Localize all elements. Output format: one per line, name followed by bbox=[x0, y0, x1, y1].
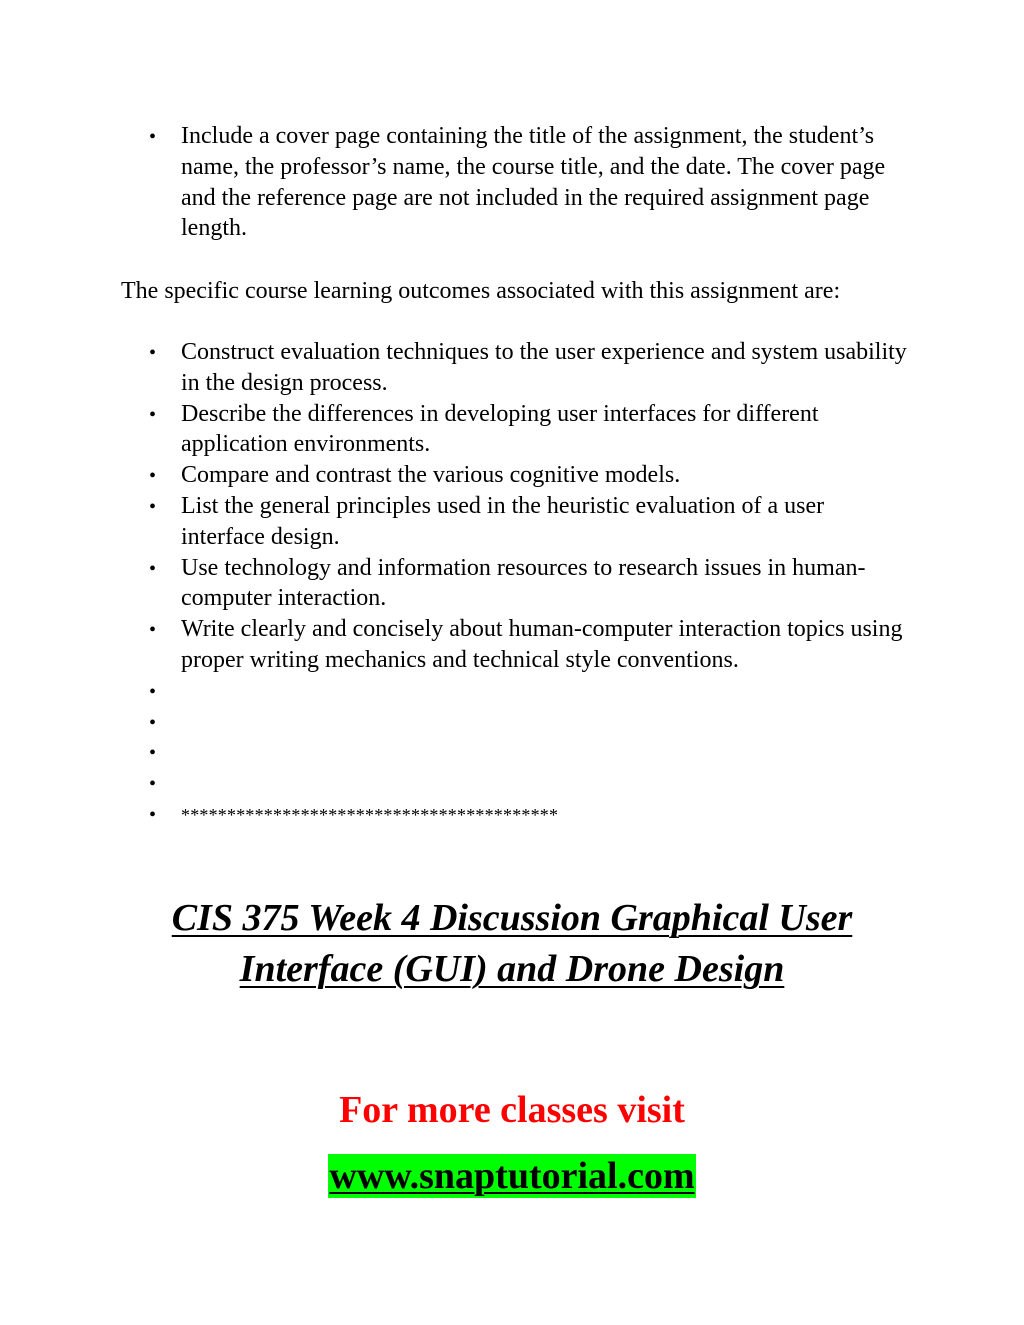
asterisk-separator: ***************************************** bbox=[181, 804, 559, 825]
bullet-icon: • bbox=[149, 126, 157, 148]
bullet-icon: • bbox=[149, 711, 157, 734]
list-item bbox=[148, 121, 908, 244]
list-item-text: List the general principles used in the heuristic evaluation of a user interface design. bbox=[181, 492, 825, 550]
learning-outcomes-list bbox=[148, 337, 908, 831]
title-line-1: CIS 375 Week 4 Discussion Graphical User bbox=[171, 897, 853, 939]
list-item bbox=[148, 553, 908, 615]
empty-list-item bbox=[148, 737, 908, 768]
list-item-text: Describe the differences in developing user interfaces for different application environments. bbox=[181, 400, 819, 458]
bullet-icon: • bbox=[149, 680, 157, 703]
empty-list-item bbox=[148, 768, 908, 799]
title-line-2: Interface (GUI) and Drone Design bbox=[239, 948, 785, 990]
list-item bbox=[148, 460, 908, 491]
bullet-icon: • bbox=[149, 403, 157, 426]
bullet-icon: • bbox=[149, 803, 157, 826]
bullet-icon: • bbox=[149, 773, 157, 796]
list-item bbox=[148, 337, 908, 399]
website-link[interactable]: www.snaptutorial.com bbox=[329, 1155, 695, 1197]
list-item bbox=[148, 614, 908, 676]
bullet-icon: • bbox=[149, 742, 157, 765]
list-item-text: Use technology and information resources to research issues in human-computer interaction. bbox=[181, 554, 866, 612]
empty-list-item bbox=[148, 707, 908, 738]
empty-list-item bbox=[148, 676, 908, 707]
list-item bbox=[148, 399, 908, 461]
bullet-icon: • bbox=[149, 557, 157, 580]
bullet-icon: • bbox=[149, 619, 157, 642]
bullet-icon: • bbox=[149, 495, 157, 518]
separator-list-item bbox=[148, 799, 908, 831]
page-title bbox=[0, 893, 1024, 995]
link-container bbox=[0, 1154, 1024, 1198]
bullet-icon: • bbox=[149, 465, 157, 488]
bullet-icon: • bbox=[149, 342, 157, 364]
list-item-text: Construct evaluation techniques to the user experience and system usability in the design process. bbox=[181, 339, 907, 396]
list-item-text: Include a cover page containing the title of the assignment, the student’s name, the professor’s name, the course title, and the date. The cover page and the reference page are not included in the required assignment page length. bbox=[181, 123, 886, 242]
outcomes-intro: The specific course learning outcomes associated with this assignment are: bbox=[121, 278, 841, 304]
list-item bbox=[148, 491, 908, 553]
cover-page-requirements-list bbox=[148, 121, 908, 244]
list-item-text: Compare and contrast the various cognitive models. bbox=[181, 462, 681, 489]
promo-text: For more classes visit bbox=[339, 1089, 685, 1131]
list-item-text: Write clearly and concisely about human-computer interaction topics using proper writing mechanics and technical style conventions. bbox=[181, 616, 903, 673]
